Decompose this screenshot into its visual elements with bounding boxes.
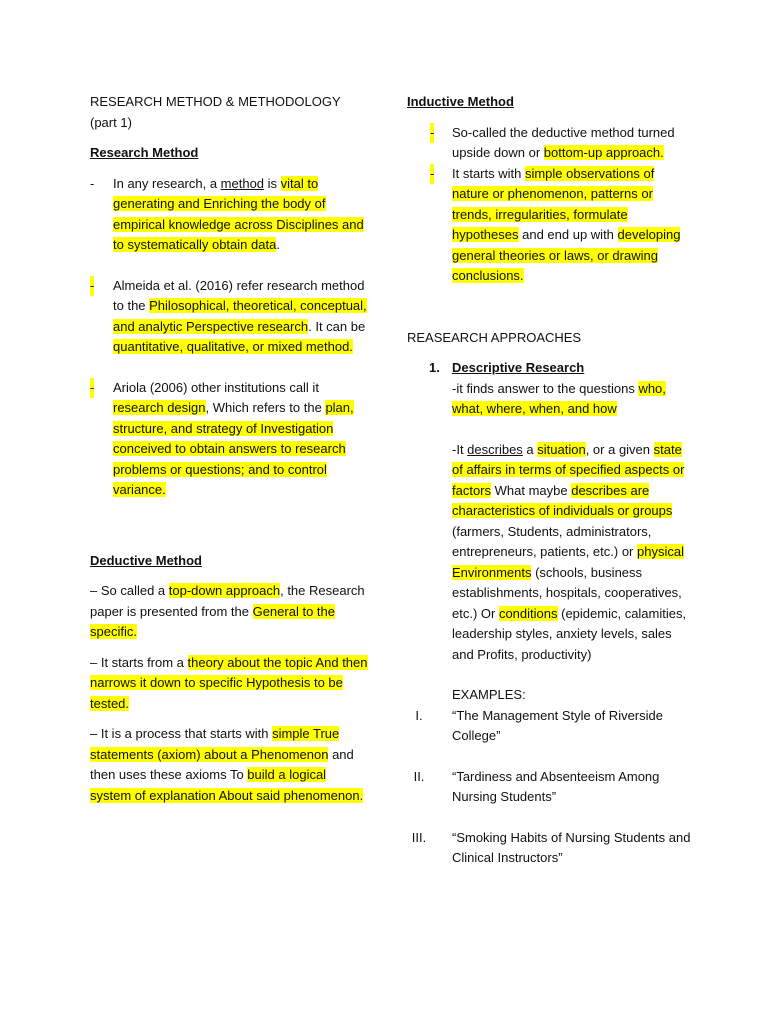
paragraph-text: -it finds answer to the questions <box>452 380 639 396</box>
bullet-marker: - <box>90 175 95 191</box>
deductive-paragraph-3 <box>90 724 370 806</box>
highlighted-text: quantitative, qualitative, or mixed method. <box>113 339 353 354</box>
example-numeral: III. <box>411 829 427 845</box>
item-number: 1. <box>429 360 440 375</box>
bullet-marker: - <box>430 164 434 185</box>
right-column <box>407 92 692 869</box>
bullet-text: Ariola (2006) other institutions call it <box>113 379 319 395</box>
highlighted-text: describes are characteristics of individuals or groups <box>452 482 673 518</box>
bullet-text: . It can be <box>308 318 366 334</box>
highlighted-text: plan, structure, and strategy of Investigation conceived to obtain answers to research problems or questions; and to control variance. <box>113 400 354 497</box>
example-item <box>407 767 692 808</box>
bullet-marker: - <box>430 123 434 144</box>
example-item <box>407 706 692 747</box>
underlined-term: describes <box>467 441 523 457</box>
research-method-heading: Research Method <box>90 145 199 160</box>
paragraph-text: – It starts from a <box>90 654 188 670</box>
paragraph-text: , or a given <box>585 441 654 457</box>
paragraph-text: What maybe <box>491 482 572 498</box>
example-numeral: II. <box>413 768 425 784</box>
example-text: “Smoking Habits of Nursing Students and Clinical Instructors” <box>452 829 691 865</box>
highlighted-text: top-down approach <box>168 583 281 598</box>
highlighted-text: who, what, where, when, and how <box>452 380 666 416</box>
highlighted-text: research design <box>113 400 206 415</box>
highlighted-text: General to the specific. <box>90 603 335 639</box>
paragraph-text: -It <box>452 441 468 457</box>
bullet-text: , Which refers to the <box>205 400 326 415</box>
example-numeral: I. <box>415 707 423 723</box>
example-text: “Tardiness and Absenteeism Among Nursing Students” <box>452 768 660 804</box>
highlighted-text: Philosophical, theoretical, conceptual, and analytic Perspective research <box>113 298 367 334</box>
paragraph-text: (farmers, Students, administrators, entrepreneurs, patients, etc.) or <box>452 523 652 559</box>
highlighted-text: developing general theories or laws, or drawing conclusions. <box>452 227 681 283</box>
paragraph-text: a <box>522 441 538 457</box>
descriptive-paragraph-1 <box>452 379 692 420</box>
bullet-text: . <box>276 237 280 252</box>
research-method-bullet-3 <box>90 378 370 501</box>
bullet-text: In any research, a <box>113 175 221 191</box>
deductive-method-heading: Deductive Method <box>90 552 202 568</box>
paragraph-text: and then uses these axioms To <box>90 746 354 782</box>
descriptive-research-item <box>407 358 692 706</box>
highlighted-text: simple True statements (axiom) about a Phenomenon <box>90 726 340 762</box>
example-text: “The Management Style of Riverside College” <box>452 707 663 743</box>
paragraph-text: (schools, business establishments, hospitals, cooperatives, etc.) Or <box>452 564 682 621</box>
paragraph-text: – It is a process that starts with <box>90 726 273 741</box>
bullet-text: and end up with <box>518 227 618 242</box>
highlighted-text: conditions <box>498 605 558 621</box>
bullet-marker: - <box>90 276 94 297</box>
deductive-paragraph-2 <box>90 653 370 715</box>
paragraph-text: , the Research paper is presented from the <box>90 583 365 619</box>
highlighted-text: vital to generating and Enriching the body of empirical knowledge across Disciplines and to systematically obtain data <box>113 175 364 252</box>
highlighted-text: bottom-up approach. <box>543 145 664 160</box>
descriptive-paragraph-2 <box>452 440 692 666</box>
highlighted-text: theory about the topic And then narrows it down to specific Hypothesis to be tested. <box>90 654 368 711</box>
inductive-method-heading: Inductive Method <box>407 94 514 109</box>
research-approaches-heading: REASEARCH APPROACHES <box>407 329 582 345</box>
underlined-term: method <box>220 175 265 191</box>
bullet-text: It starts with <box>452 165 525 181</box>
highlighted-text: build a logical system of explanation About said phenomenon. <box>90 767 364 803</box>
bullet-text: So-called the deductive method turned upside down or <box>452 124 675 160</box>
inductive-bullet-2 <box>407 164 692 287</box>
highlighted-text: state of affairs in terms of specified aspects or factors <box>452 441 685 498</box>
highlighted-text: physical Environments <box>452 544 684 580</box>
document-title-line1: RESEARCH METHOD & METHODOLOGY <box>90 94 341 109</box>
descriptive-research-title: Descriptive Research <box>452 360 585 375</box>
inductive-bullet-1 <box>407 123 692 164</box>
research-method-bullet-2 <box>90 276 370 358</box>
bullet-marker: - <box>90 378 94 399</box>
left-column <box>90 92 370 806</box>
example-item <box>407 828 692 869</box>
paragraph-text: (epidemic, calamities, leadership styles, anxiety levels, sales and Profits, productivity) <box>452 605 687 662</box>
highlighted-text: situation <box>537 441 586 457</box>
bullet-text: Almeida et al. (2016) refer research method to the <box>113 277 365 313</box>
highlighted-text: simple observations of nature or phenomenon, patterns or trends, irregularities, formulate hypotheses <box>452 165 655 242</box>
examples-label: EXAMPLES: <box>452 687 526 702</box>
bullet-text: is <box>264 175 281 191</box>
deductive-paragraph-1 <box>90 581 370 643</box>
research-method-bullet-1 <box>90 174 370 256</box>
document-title-line2: (part 1) <box>90 114 132 130</box>
paragraph-text: – So called a <box>90 583 169 598</box>
